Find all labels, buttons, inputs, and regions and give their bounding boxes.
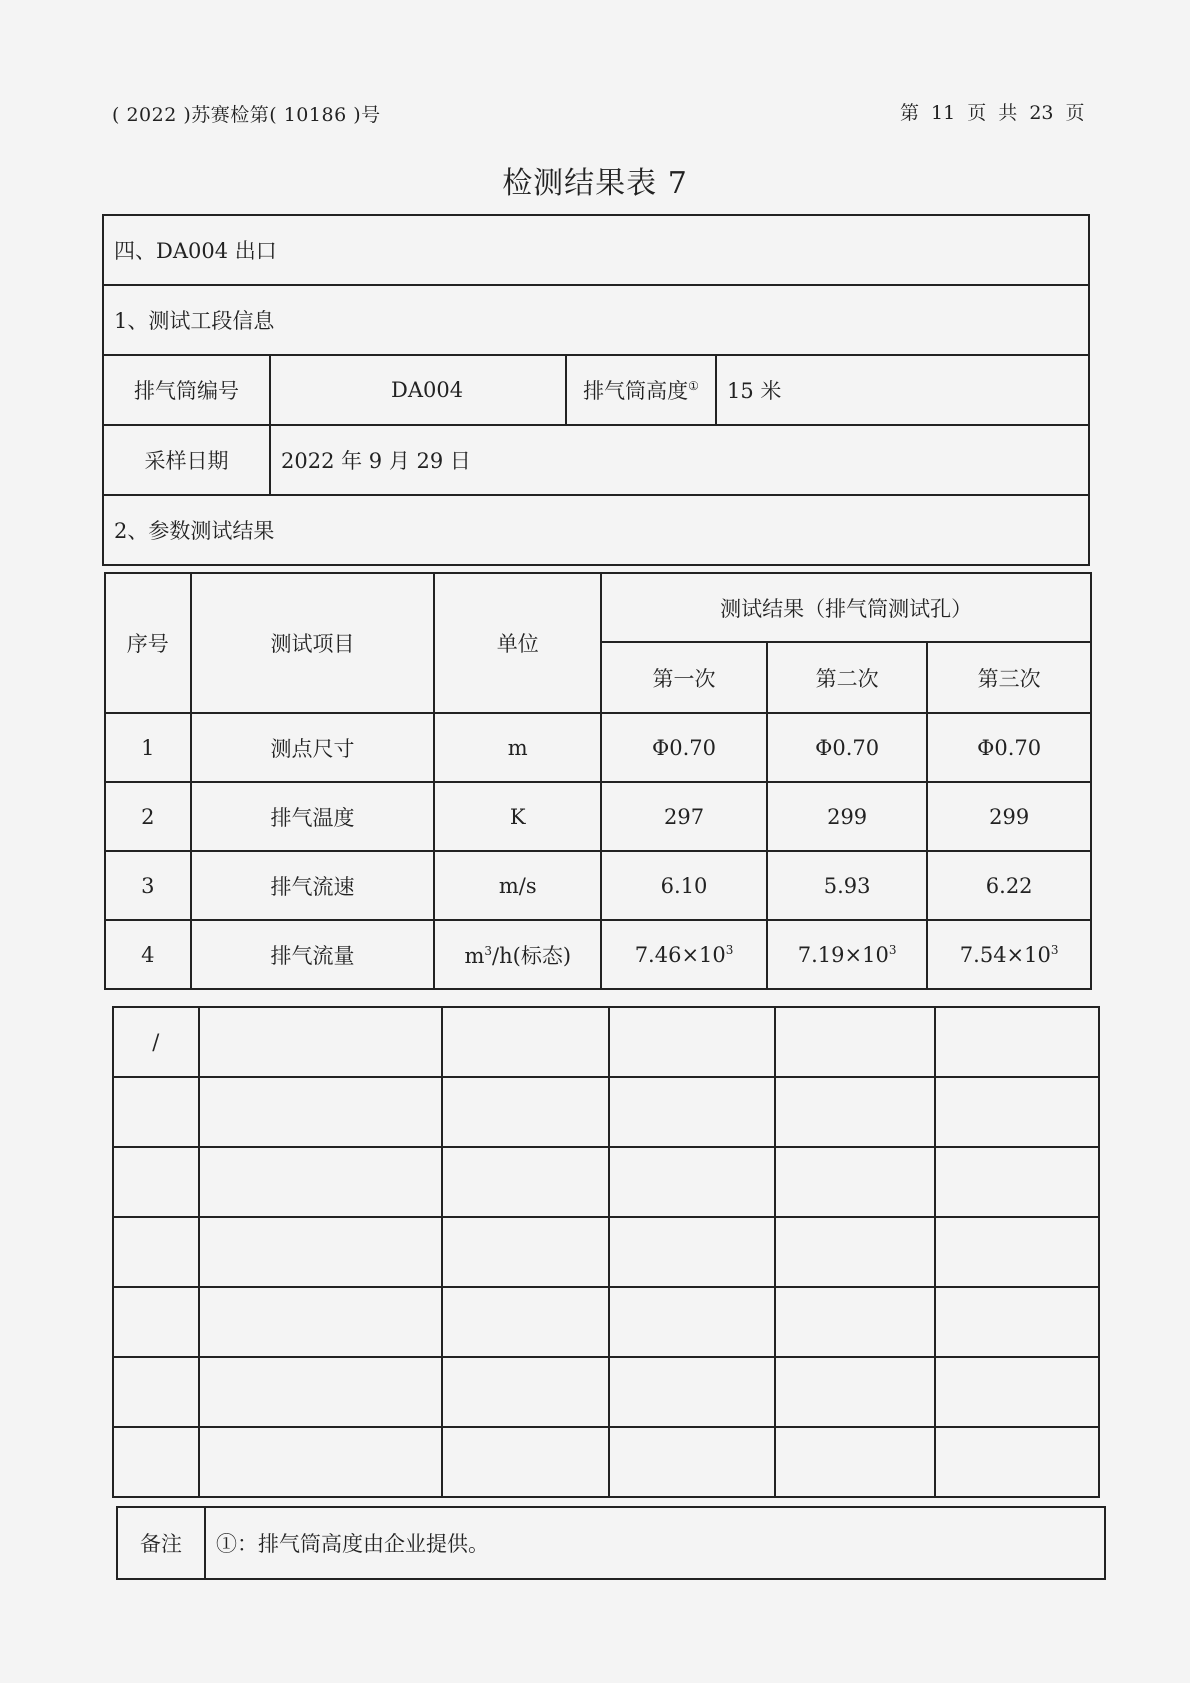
table-row [113, 1357, 1099, 1427]
stack-height-value: 15 米 [716, 355, 1089, 425]
section-info-table [102, 214, 1090, 566]
stack-height-label: 排气筒高度① [566, 355, 716, 425]
sampling-date-label: 采样日期 [103, 425, 270, 495]
remarks-text: ①：排气筒高度由企业提供。 [205, 1507, 1105, 1579]
col-result-header: 测试结果（排气筒测试孔） [601, 573, 1091, 642]
row-value-1: $7.46\times 10^3$ [601, 920, 767, 989]
row-seq: 4 [105, 920, 191, 989]
row-unit: m [434, 713, 601, 782]
table-row [113, 1287, 1099, 1357]
empty-rows-table [112, 1006, 1100, 1498]
outlet-heading: 四、DA004 出口 [103, 215, 1089, 285]
page-info: 第 11 页 共 23 页 [900, 102, 1085, 124]
row-value-1: 297 [601, 782, 767, 851]
row-value-2: 299 [767, 782, 927, 851]
table-row [105, 851, 1091, 920]
report-number: ( 2022 )苏赛检第( 10186 )号 [112, 104, 381, 126]
row-item: 排气流量 [191, 920, 435, 989]
row-value-2: $7.19\times 10^3$ [767, 920, 927, 989]
table-row [105, 713, 1091, 782]
col-unit-header: 单位 [434, 573, 601, 713]
table-row [113, 1007, 1099, 1077]
row-item: 排气流速 [191, 851, 435, 920]
row-value-1: 6.10 [601, 851, 767, 920]
slash-cell: / [113, 1007, 199, 1077]
row-value-3: 299 [927, 782, 1091, 851]
table-row [113, 1217, 1099, 1287]
row-value-1: Φ0.70 [601, 713, 767, 782]
footnote-marker: ① [688, 379, 699, 393]
param-heading: 2、参数测试结果 [103, 495, 1089, 565]
run-2-header: 第二次 [767, 642, 927, 713]
col-seq-header: 序号 [105, 573, 191, 713]
remarks-label: 备注 [117, 1507, 205, 1579]
row-value-3: $7.54\times 10^3$ [927, 920, 1091, 989]
sampling-date-value: 2022 年 9 月 29 日 [270, 425, 1089, 495]
row-value-2: 5.93 [767, 851, 927, 920]
results-table [104, 572, 1092, 990]
row-value-3: Φ0.70 [927, 713, 1091, 782]
run-3-header: 第三次 [927, 642, 1091, 713]
table-row [105, 782, 1091, 851]
stack-no-value: DA004 [270, 355, 566, 425]
row-seq: 2 [105, 782, 191, 851]
table-row [113, 1147, 1099, 1217]
info-heading: 1、测试工段信息 [103, 285, 1089, 355]
row-item: 排气温度 [191, 782, 435, 851]
row-seq: 1 [105, 713, 191, 782]
stack-no-label: 排气筒编号 [103, 355, 270, 425]
run-1-header: 第一次 [601, 642, 767, 713]
table-row [105, 920, 1091, 989]
row-unit: $m^3/h$(标态) [434, 920, 601, 989]
row-unit: K [434, 782, 601, 851]
row-value-3: 6.22 [927, 851, 1091, 920]
page-title: 检测结果表 7 [502, 166, 688, 201]
table-row [113, 1427, 1099, 1497]
table-row [113, 1077, 1099, 1147]
row-unit: m/s [434, 851, 601, 920]
row-seq: 3 [105, 851, 191, 920]
col-item-header: 测试项目 [191, 573, 435, 713]
row-value-2: Φ0.70 [767, 713, 927, 782]
remarks-table [116, 1506, 1106, 1580]
row-item: 测点尺寸 [191, 713, 435, 782]
